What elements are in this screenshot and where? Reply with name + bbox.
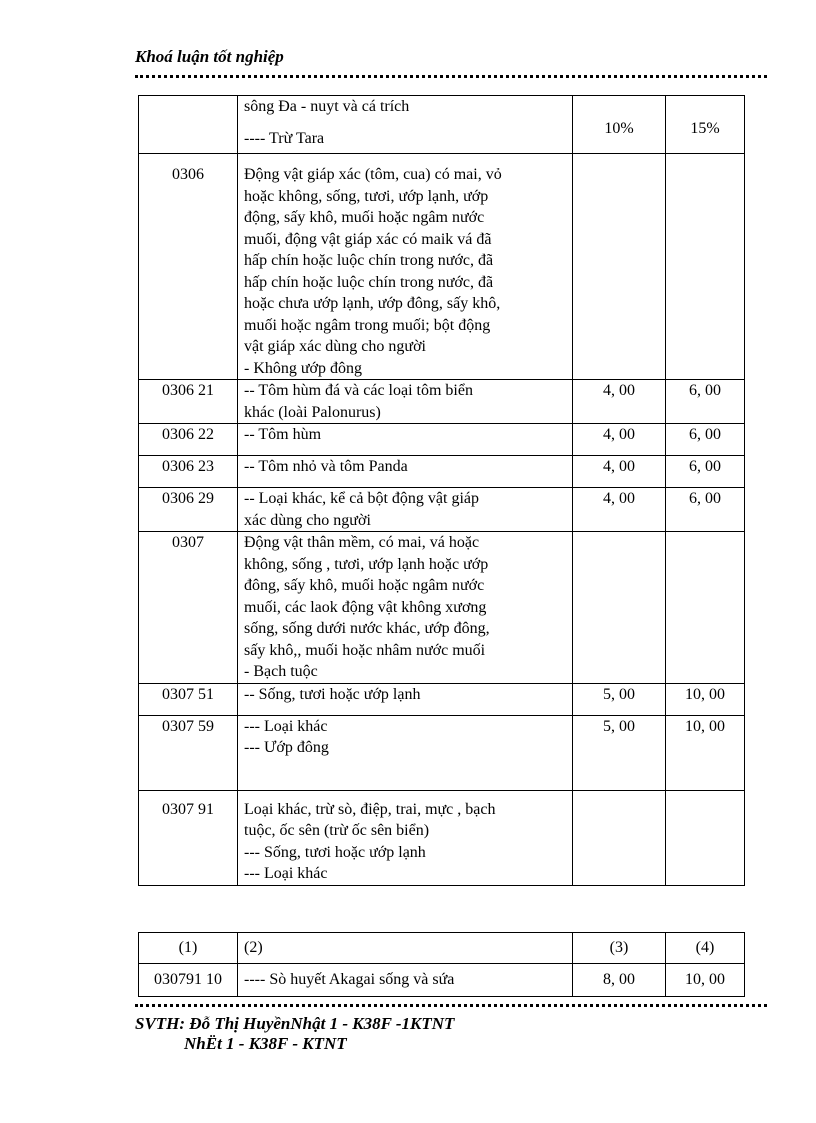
hs-code: 030791 10 — [154, 971, 222, 989]
description-line: khác (loài Palonurus) — [244, 403, 381, 421]
description-line: muối, động vật giáp xác có maik vá đã — [244, 230, 492, 248]
description-line: muối hoặc ngâm trong muối; bột động — [244, 316, 491, 334]
hs-code: 0306 22 — [162, 426, 214, 443]
description-line: hoặc chưa ướp lạnh, ướp đông, sấy khô, — [244, 295, 501, 312]
description-line: hoặc không, sống, tươi, ướp lạnh, ướp — [244, 187, 489, 205]
description-line: tuộc, ốc sên (trừ ốc sên biển) — [244, 822, 430, 839]
description-line: -- Tôm hùm — [244, 426, 322, 443]
rate-col4: 10, 00 — [685, 717, 725, 735]
description-line: đông, sấy khô, muối hoặc ngâm nước — [244, 577, 485, 594]
description-line: --- Loại khác — [244, 865, 328, 882]
description-line: hấp chín hoặc luộc chín trong nước, đã — [244, 252, 494, 269]
hs-code: 0306 21 — [162, 382, 214, 399]
column-header-3: (3) — [609, 939, 629, 957]
table-header-row — [139, 933, 745, 964]
description-line: --- Sống, tươi hoặc ướp lạnh — [244, 843, 426, 861]
table-row — [139, 424, 745, 456]
description-line: động, sấy khô, muối hoặc ngâm nước — [244, 209, 485, 226]
hs-code — [139, 96, 237, 118]
table-row — [139, 683, 745, 715]
footer-author: SVTH: Đỗ Thị HuyềnNhật 1 - K38F -1KTNT — [135, 1014, 455, 1033]
rate-col3: 8, 00 — [603, 971, 635, 989]
table-row — [139, 456, 745, 488]
hs-code: 0306 29 — [162, 490, 214, 507]
description-line: -- Sống, tươi hoặc ướp lạnh — [244, 685, 421, 703]
tariff-table — [138, 95, 745, 886]
description-line: sông Đa - nuyt và cá trích — [244, 98, 410, 115]
description-line: --- Ướp đông — [244, 739, 329, 756]
description-line: Động vật thân mềm, có mai, vá hoặc — [244, 534, 480, 551]
description-line: --- Loại khác — [244, 717, 328, 735]
description-line: sấy khô,, muối hoặc nhâm nước muối — [244, 641, 486, 659]
description-line: Loại khác, trừ sò, điệp, trai, mực , bạch — [244, 800, 496, 818]
description-line: ---- Trừ Tara — [244, 130, 325, 147]
column-header-1: (1) — [178, 939, 198, 957]
rate-col4: 10, 00 — [685, 971, 725, 989]
description-line: ---- Sò huyết Akagai sống và sứa — [244, 971, 455, 989]
rate-col4: 6, 00 — [689, 382, 721, 399]
rate-col4: 10, 00 — [685, 685, 725, 703]
hs-code: 0307 — [172, 534, 204, 551]
description-line: muối, các laok động vật không xương — [244, 598, 487, 616]
rate-col4: 6, 00 — [689, 426, 721, 443]
table-row — [139, 964, 745, 997]
description-line: -- Loại khác, kể cả bột động vật giáp — [244, 490, 480, 507]
hs-code: 0307 91 — [162, 800, 214, 818]
description-line: -- Tôm nhỏ và tôm Panda — [244, 458, 408, 475]
rate-col4: 6, 00 — [689, 458, 721, 475]
rate-col3: 4, 00 — [603, 458, 635, 475]
page-header-title: Khoá luận tốt nghiệp — [135, 47, 284, 66]
tariff-table-continued — [138, 932, 745, 997]
hs-code: 0307 51 — [162, 685, 214, 703]
rate-col3: 5, 00 — [603, 685, 635, 703]
rate-col4: 15% — [690, 120, 720, 137]
rate-col3: 4, 00 — [603, 490, 635, 507]
column-header-2: (2) — [244, 939, 263, 957]
description-line: không, sống , tươi, ướp lạnh hoặc ướp — [244, 555, 489, 573]
rate-col3: 4, 00 — [603, 382, 635, 399]
table-row — [139, 532, 745, 684]
table-row — [139, 96, 745, 154]
hs-code: 0307 59 — [162, 717, 214, 735]
description-line: Động vật giáp xác (tôm, cua) có mai, vỏ — [244, 166, 502, 183]
description-line: sống, sống dưới nước khác, ướp đông, — [244, 620, 490, 637]
header-divider — [135, 75, 767, 78]
table-row — [139, 790, 745, 885]
table-row — [139, 715, 745, 790]
description-line: vật giáp xác dùng cho người — [244, 338, 426, 355]
footer-divider — [135, 1004, 767, 1007]
column-header-4: (4) — [695, 939, 715, 957]
rate-col3: 10% — [604, 120, 634, 137]
hs-code: 0306 23 — [162, 458, 214, 475]
description-line: -- Tôm hùm đá và các loại tôm biển — [244, 382, 473, 399]
description-line: - Không ướp đông — [244, 359, 363, 377]
rate-col4: 6, 00 — [689, 490, 721, 507]
footer-class: NhËt 1 - K38F - KTNT — [184, 1034, 347, 1053]
description-line: - Bạch tuộc — [244, 663, 318, 680]
description-line: hấp chín hoặc luộc chín trong nước, đã — [244, 273, 494, 291]
rate-col3: 4, 00 — [603, 426, 635, 443]
rate-col3: 5, 00 — [603, 717, 635, 735]
table-row — [139, 380, 745, 424]
table-row — [139, 154, 745, 380]
table-row — [139, 488, 745, 532]
hs-code: 0306 — [172, 166, 204, 183]
description-line: xác dùng cho người — [244, 511, 371, 529]
